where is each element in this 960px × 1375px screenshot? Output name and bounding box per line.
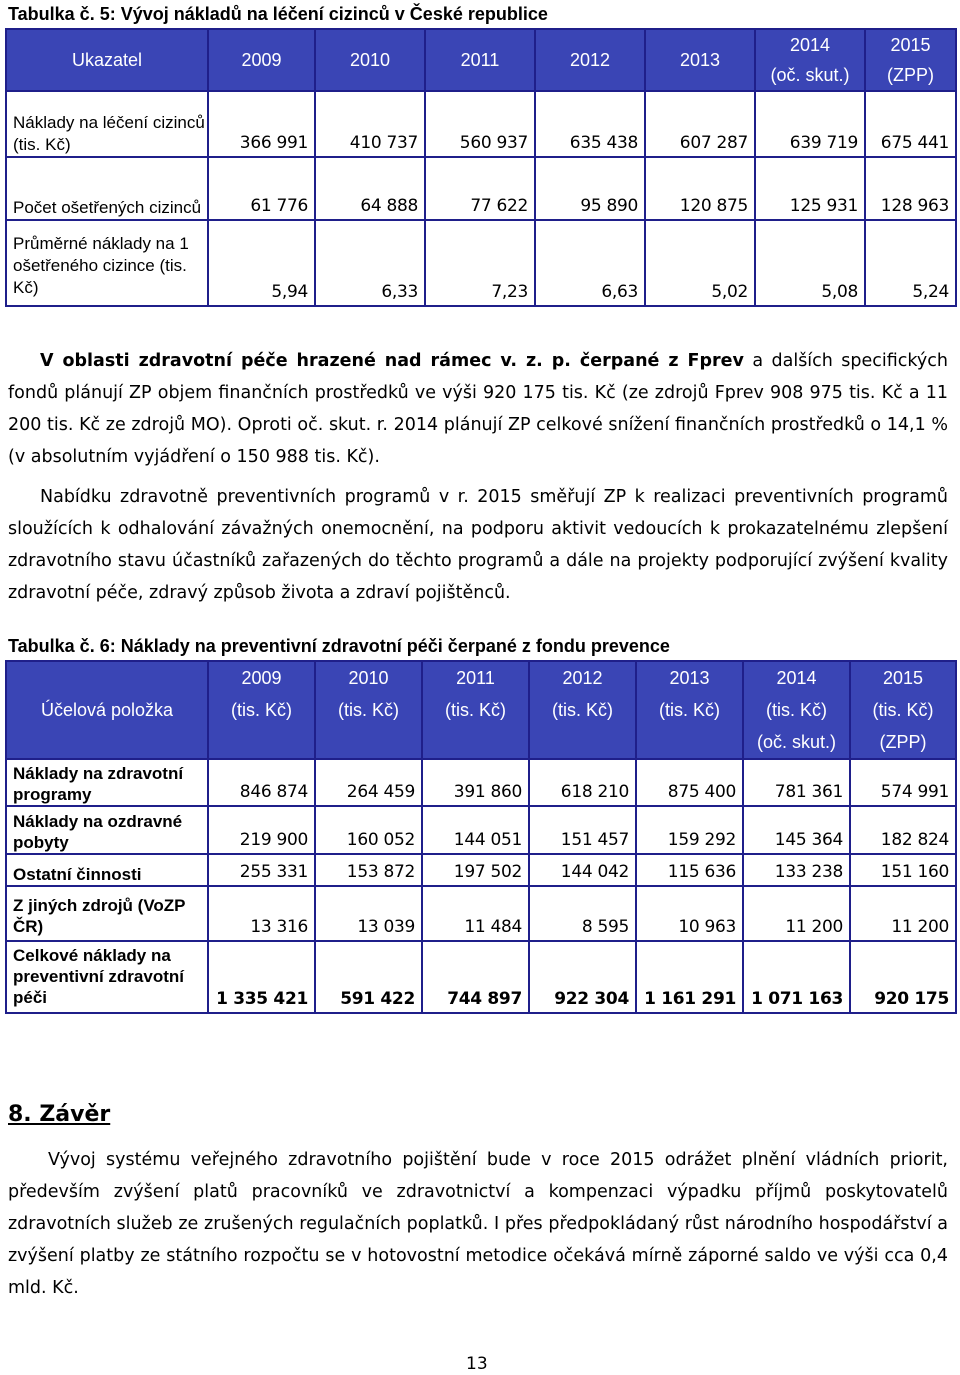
table5-cell: 366 991	[208, 91, 315, 157]
table6-row-label: Z jiných zdrojů (VoZP ČR)	[6, 886, 208, 941]
table6-cell: 744 897	[422, 941, 529, 1013]
paragraph-fprev-text: a dalších specifických fondů plánují ZP objem finančních prostředků ve výši 920 175 tis. Kč (ze zdrojů Fprev 908 975 tis. Kč a 11 200 tis. Kč ze zdrojů MO). Oproti oč. skut. r. 2014 plánují ZP celkové snížení finančních prostředků o 14,1 % (v absolutním vyjádření o 150 988 tis. Kč).	[8, 351, 949, 467]
table5-year-2014	[755, 29, 865, 91]
table-row	[6, 941, 956, 1013]
table6-year: 2009	[241, 668, 282, 688]
table5-cell: 560 937	[425, 91, 535, 157]
table5-cell: 77 622	[425, 157, 535, 220]
table6-cell: 574 991	[850, 759, 956, 806]
table6-cell: 151 457	[529, 806, 636, 854]
table6-row-label: Náklady na zdravotní programy	[6, 759, 208, 806]
table6-year-col	[636, 661, 743, 759]
table5-year-2015	[865, 29, 956, 91]
table6-cell: 11 200	[850, 886, 956, 941]
table5-cell: 5,02	[645, 220, 755, 306]
page-number: 13	[466, 1354, 488, 1374]
table6-year-col	[850, 661, 956, 759]
table6-cell: 1 161 291	[636, 941, 743, 1013]
table6-header-label: Účelová položka	[6, 661, 208, 759]
table6-unit: (tis. Kč)	[445, 700, 506, 720]
table6-unit: (tis. Kč)	[231, 700, 292, 720]
table6-cell: 391 860	[422, 759, 529, 806]
table6-year: 2010	[348, 668, 389, 688]
section-heading: 8. Závěr	[8, 1102, 111, 1127]
table-row	[6, 886, 956, 941]
table6-cell: 11 200	[743, 886, 850, 941]
table-row	[6, 91, 956, 157]
table6-cell: 144 051	[422, 806, 529, 854]
table6-unit: (tis. Kč)	[766, 700, 827, 720]
table6-cell: 182 824	[850, 806, 956, 854]
table6-row-label: Celkové náklady na preventivní zdravotní péči	[6, 941, 208, 1013]
table6-note: (oč. skut.)	[756, 732, 836, 752]
table5-year: 2011	[425, 29, 535, 91]
table6-year-col	[529, 661, 636, 759]
paragraph-conclusion	[8, 1144, 948, 1304]
table6-cell: 153 872	[315, 854, 422, 886]
table5-cell: 675 441	[865, 91, 956, 157]
table6-unit: (tis. Kč)	[338, 700, 399, 720]
table6-unit: (tis. Kč)	[552, 700, 613, 720]
table6-year: 2013	[669, 668, 710, 688]
table6-header-row	[6, 661, 956, 759]
table6-cell: 255 331	[208, 854, 315, 886]
table5-cell: 95 890	[535, 157, 645, 220]
table6-unit: (tis. Kč)	[872, 700, 934, 720]
table5-cell: 6,33	[315, 220, 425, 306]
table5-cell: 635 438	[535, 91, 645, 157]
table5-year: 2014	[789, 35, 831, 55]
table6-cell: 846 874	[208, 759, 315, 806]
table6-year: 2012	[562, 668, 603, 688]
table-row	[6, 759, 956, 806]
table6-year: 2014	[776, 668, 817, 688]
table5-cell: 5,08	[755, 220, 865, 306]
table6-year: 2011	[456, 668, 495, 688]
table6-cell: 618 210	[529, 759, 636, 806]
table5-title: Tabulka č. 5: Vývoj nákladů na léčení cizinců v České republice	[8, 4, 548, 24]
table6-cell: 160 052	[315, 806, 422, 854]
table5-cell: 607 287	[645, 91, 755, 157]
table5-cell: 7,23	[425, 220, 535, 306]
table6-unit: (tis. Kč)	[659, 700, 720, 720]
table5-cell: 5,24	[865, 220, 956, 306]
table6-cell: 591 422	[315, 941, 422, 1013]
table5-year: 2009	[208, 29, 315, 91]
table5-note: (ZPP)	[887, 65, 934, 85]
table6-row-label: Ostatní činnosti	[6, 854, 208, 886]
table6-year: 2015	[882, 668, 924, 688]
table6-cell: 133 238	[743, 854, 850, 886]
table6-cell: 145 364	[743, 806, 850, 854]
table5-cell: 410 737	[315, 91, 425, 157]
table6-cell: 219 900	[208, 806, 315, 854]
table6-cell: 13 039	[315, 886, 422, 941]
table5-year: 2010	[315, 29, 425, 91]
table6-cell: 1 335 421	[208, 941, 315, 1013]
table6-cell: 11 484	[422, 886, 529, 941]
table5-year: 2012	[535, 29, 645, 91]
table-row	[6, 854, 956, 886]
table-row	[6, 157, 956, 220]
table5-cell: 61 776	[208, 157, 315, 220]
table6-year-col	[743, 661, 850, 759]
paragraph-fprev	[8, 345, 948, 473]
table6-year-col	[315, 661, 422, 759]
table6-cell: 264 459	[315, 759, 422, 806]
table5-cell: 120 875	[645, 157, 755, 220]
table6-cell: 151 160	[850, 854, 956, 886]
paragraph-fprev-bold: V oblasti zdravotní péče hrazené nad rámec v. z. p. čerpané z Fprev	[40, 351, 744, 371]
table6-year-col	[422, 661, 529, 759]
table5-header-row	[6, 29, 956, 91]
table6-cell: 10 963	[636, 886, 743, 941]
table6-title: Tabulka č. 6: Náklady na preventivní zdravotní péči čerpané z fondu prevence	[8, 636, 670, 656]
table6-year-col	[208, 661, 315, 759]
table6-cell: 159 292	[636, 806, 743, 854]
paragraph-conclusion-text: Vývoj systému veřejného zdravotního pojištění bude v roce 2015 odrážet plnění vládních priorit, především zvýšení platů pracovníků ve zdravotnictví a kompenzaci výpadku příjmů poskytovatelů zdravotních služeb ze zrušených regulačních poplatků. I přes předpokládaný růst národního hospodářství a zvýšení platby ze státního rozpočtu se v hotovostní metodice očekává mírně záporné saldo ve výši cca 0,4 mld. Kč.	[8, 1150, 948, 1298]
table5-row-label: Náklady na léčení cizinců (tis. Kč)	[6, 91, 208, 157]
table5-cell: 5,94	[208, 220, 315, 306]
table6-cell: 922 304	[529, 941, 636, 1013]
table6-cell: 875 400	[636, 759, 743, 806]
table6	[5, 660, 957, 1014]
paragraph-prevention-text: Nabídku zdravotně preventivních programů v r. 2015 směřují ZP k realizaci preventivních programů sloužících k odhalování závažných onemocnění, na podporu aktivit vedoucích k prokazatelnému zlepšení zdravotního stavu účastníků zařazených do těchto programů a dále na projekty podporující zvýšení kvality zdravotní péče, zdravý způsob života a zdraví pojištěnců.	[8, 487, 948, 603]
table5-row-label: Průměrné náklady na 1 ošetřeného cizince (tis. Kč)	[6, 220, 208, 306]
table5-cell: 125 931	[755, 157, 865, 220]
table-row	[6, 220, 956, 306]
table5-note: (oč. skut.)	[770, 65, 850, 85]
table5	[5, 28, 957, 307]
table5-cell: 128 963	[865, 157, 956, 220]
table5-header-label: Ukazatel	[6, 29, 208, 91]
table5-cell: 639 719	[755, 91, 865, 157]
table6-cell: 781 361	[743, 759, 850, 806]
table6-row-label: Náklady na ozdravné pobyty	[6, 806, 208, 854]
table6-note: (ZPP)	[879, 732, 927, 752]
table6-cell: 920 175	[850, 941, 956, 1013]
table6-cell: 197 502	[422, 854, 529, 886]
table5-cell: 6,63	[535, 220, 645, 306]
table6-cell: 115 636	[636, 854, 743, 886]
table6-cell: 144 042	[529, 854, 636, 886]
table5-cell: 64 888	[315, 157, 425, 220]
table5-row-label: Počet ošetřených cizinců	[6, 157, 208, 220]
table6-cell: 1 071 163	[743, 941, 850, 1013]
table5-year: 2013	[645, 29, 755, 91]
table-row	[6, 806, 956, 854]
paragraph-prevention	[8, 481, 948, 609]
table6-cell: 13 316	[208, 886, 315, 941]
table5-year: 2015	[890, 35, 931, 55]
table6-cell: 8 595	[529, 886, 636, 941]
